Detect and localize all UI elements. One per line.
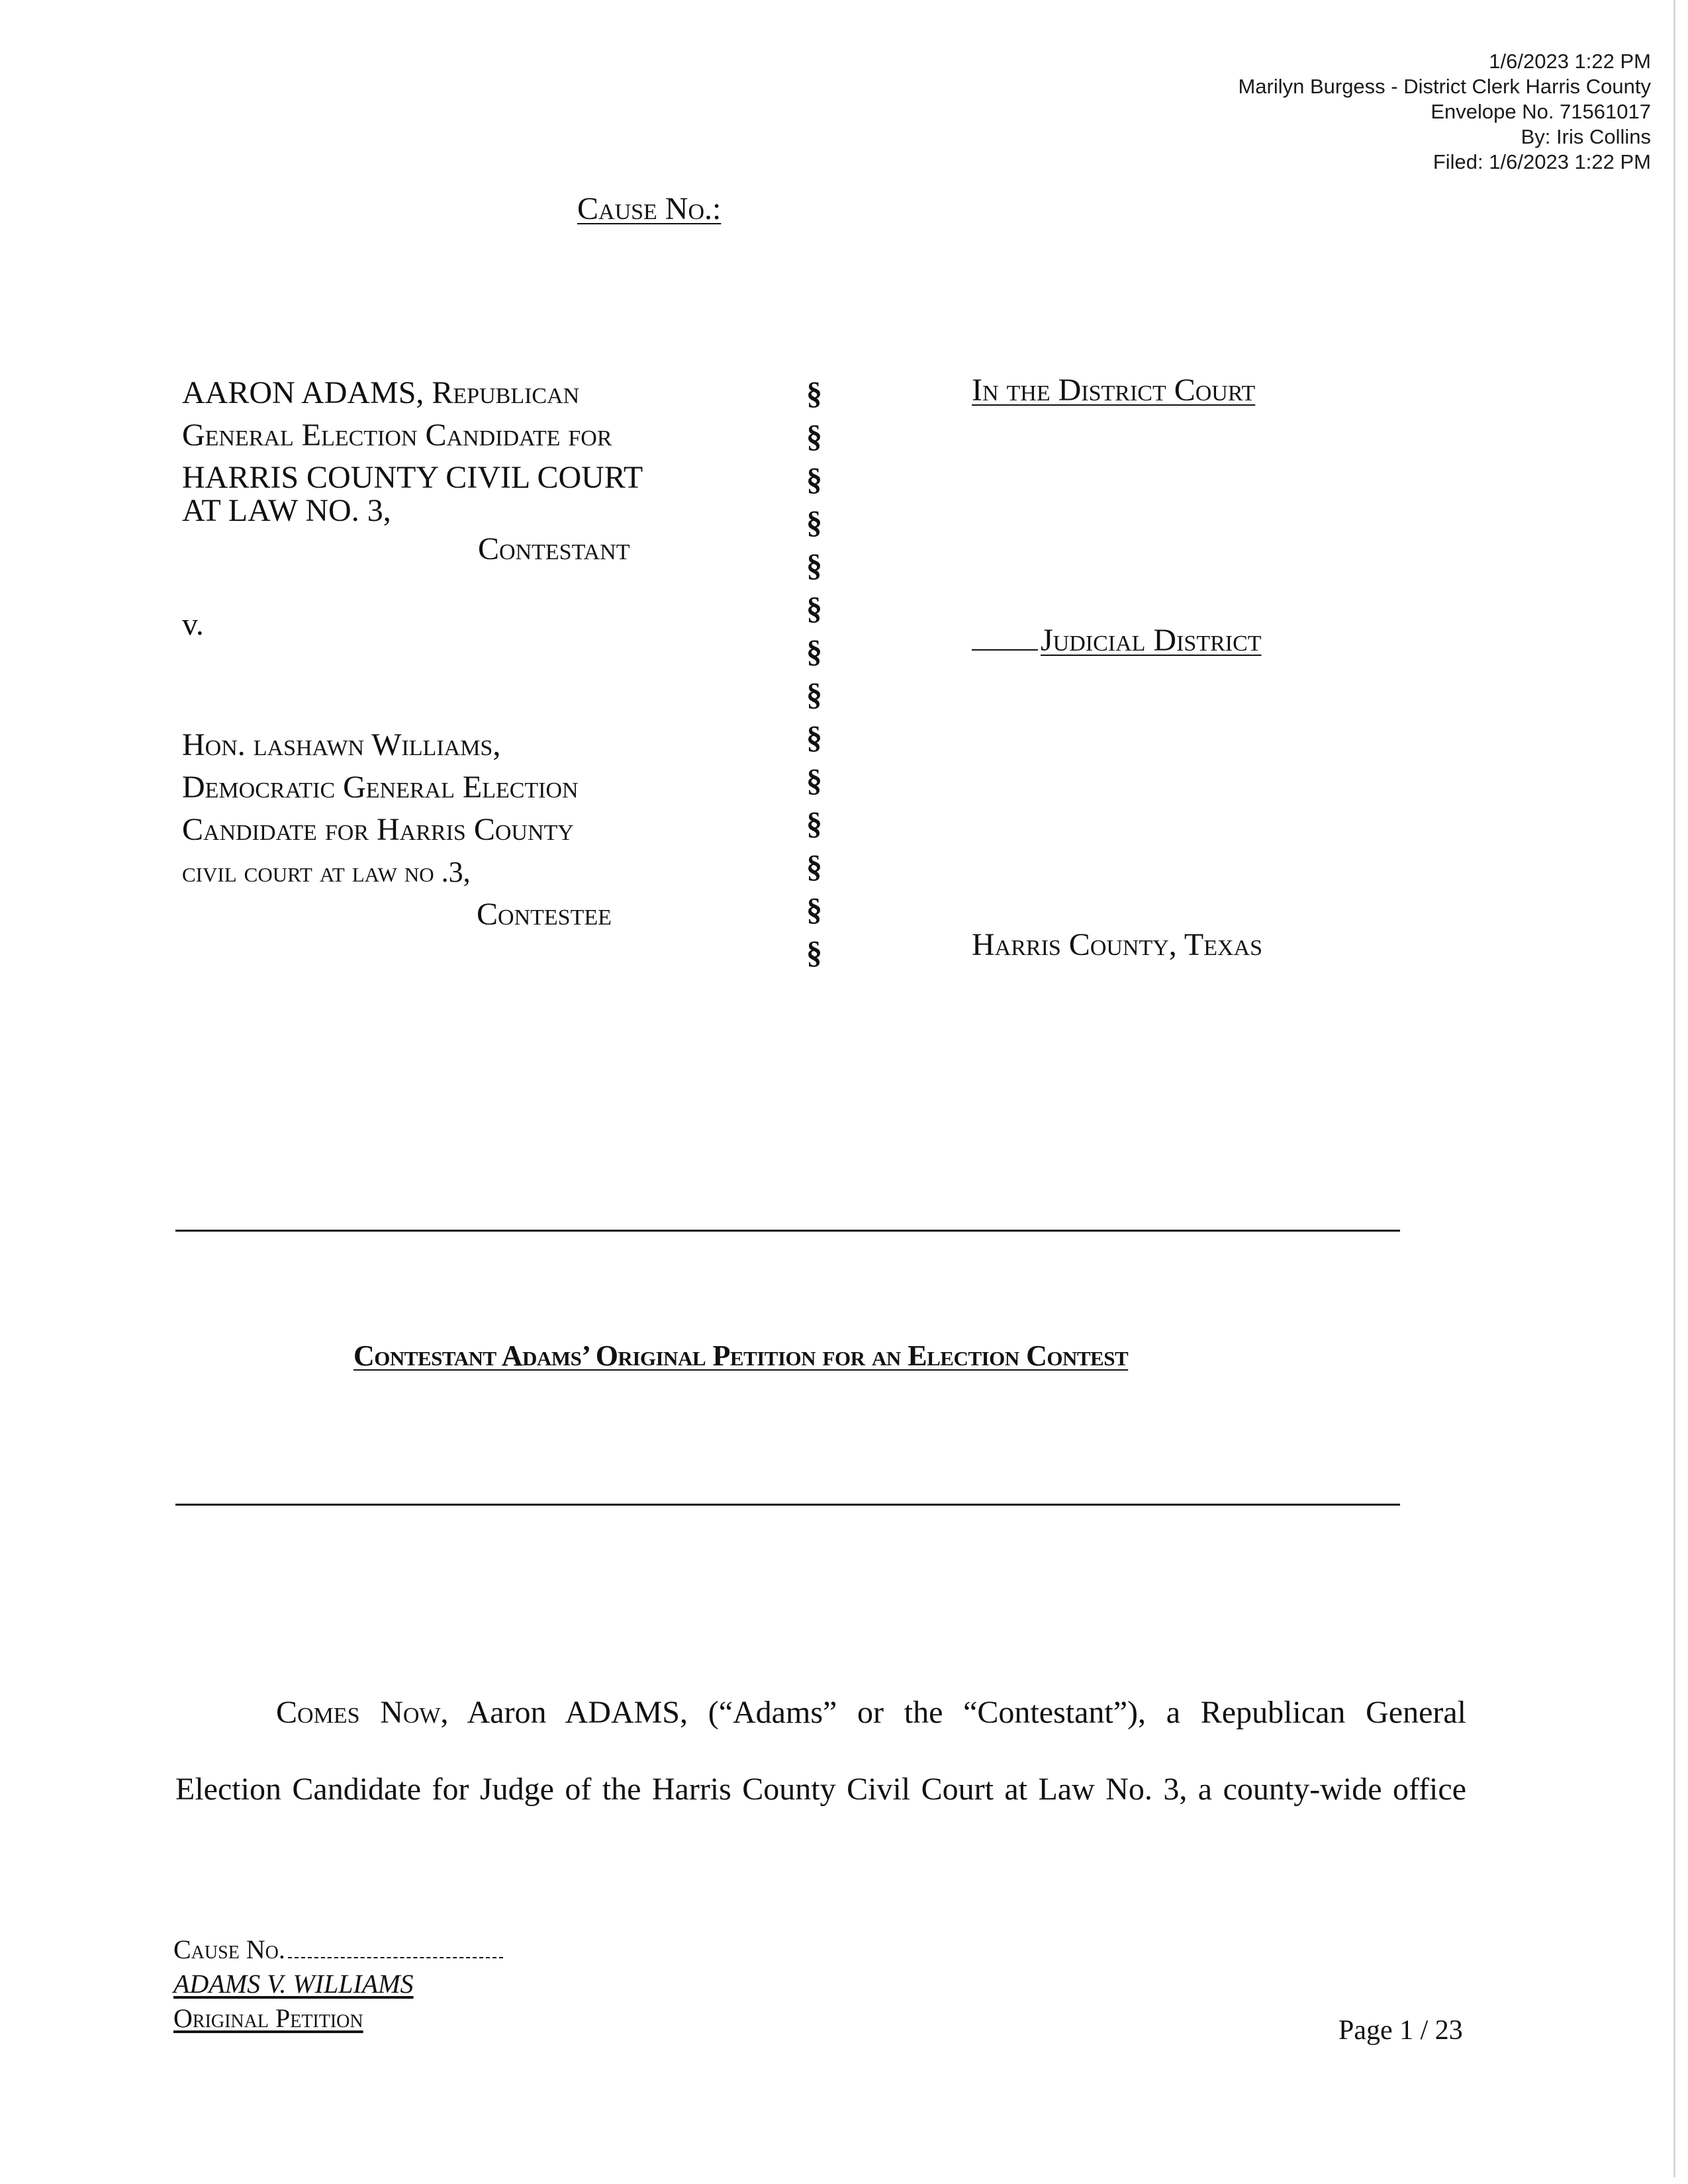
contestant-line: General Election Candidate for — [182, 418, 612, 453]
filing-stamp — [1055, 49, 1651, 175]
contestant-name: AARON ADAMS, — [182, 375, 432, 410]
contestant-line: AT LAW NO. 3, — [182, 493, 391, 528]
section-symbol: § — [806, 634, 822, 669]
body-line — [175, 1674, 1466, 1751]
footer-doc-type: Original Petition — [173, 2003, 363, 2033]
section-symbol: § — [806, 935, 822, 970]
section-symbol: § — [806, 806, 822, 841]
title-top-rule — [175, 1230, 1400, 1232]
title-bottom-rule — [175, 1504, 1400, 1506]
court-name: In the District Court — [972, 373, 1256, 408]
section-symbol: § — [806, 376, 822, 411]
county-state: Harris County, Texas — [972, 927, 1263, 962]
section-symbol: § — [806, 419, 822, 454]
section-symbol: § — [806, 548, 822, 583]
contestant-line: HARRIS COUNTY CIVIL COURT — [182, 460, 643, 495]
caption-spacer — [182, 570, 725, 604]
body-text-span: , Aaron ADAMS, (“Adams” or the “Contestant”), a Republican General — [440, 1695, 1466, 1730]
stamp-line: 1/6/2023 1:22 PM — [1489, 50, 1651, 73]
judicial-district-label: Judicial District — [1041, 623, 1262, 658]
page-footer — [173, 1933, 503, 2036]
footer-cause-label: Cause No. — [173, 1934, 285, 1964]
contestee-role: Contestee — [477, 897, 612, 932]
stamp-line: By: Iris Collins — [1521, 125, 1651, 148]
section-symbol: § — [806, 849, 822, 884]
page-number: Page 1 / 23 — [1338, 2015, 1463, 2046]
section-symbol: § — [806, 505, 822, 540]
contestant-role: Contestant — [478, 531, 630, 567]
contestee-line: Hon. lashawn Williams, — [182, 727, 501, 762]
section-symbol: § — [806, 462, 822, 497]
stamp-line: Marilyn Burgess - District Clerk Harris County — [1238, 75, 1651, 98]
contestee-line: civil court at law no .3, — [182, 856, 471, 888]
versus-label: v. — [182, 607, 204, 642]
comes-now: Comes Now — [276, 1695, 441, 1730]
petition-body — [175, 1674, 1466, 1828]
judicial-district-line — [972, 622, 1262, 659]
caption-spacer — [182, 646, 725, 724]
cause-number-heading: Cause No.: — [577, 191, 722, 226]
scan-edge-artifact — [1673, 0, 1675, 2177]
footer-cause-line — [173, 1933, 503, 1967]
section-symbol: § — [806, 763, 822, 798]
contestant-line — [182, 372, 725, 414]
footer-case-name: ADAMS V. WILLIAMS — [173, 1969, 414, 1999]
caption-parties — [182, 372, 725, 936]
stamp-line: Envelope No. 71561017 — [1430, 100, 1651, 123]
section-symbol-column — [794, 372, 834, 974]
contestee-line: Democratic General Election — [182, 770, 579, 805]
stamp-line: Filed: 1/6/2023 1:22 PM — [1432, 150, 1651, 173]
section-symbol: § — [806, 677, 822, 712]
contestee-line: Candidate for Harris County — [182, 812, 574, 847]
body-line: Election Candidate for Judge of the Harris County Civil Court at Law No. 3, a county-wide office — [175, 1772, 1466, 1807]
section-symbol: § — [806, 720, 822, 755]
district-number-blank — [972, 649, 1038, 651]
contestant-party: Republican — [432, 375, 580, 410]
section-symbol: § — [806, 892, 822, 927]
section-symbol: § — [806, 591, 822, 626]
footer-cause-blank — [288, 1956, 503, 1958]
document-title: Contestant Adams’ Original Petition for an Election Contest — [353, 1340, 1129, 1372]
